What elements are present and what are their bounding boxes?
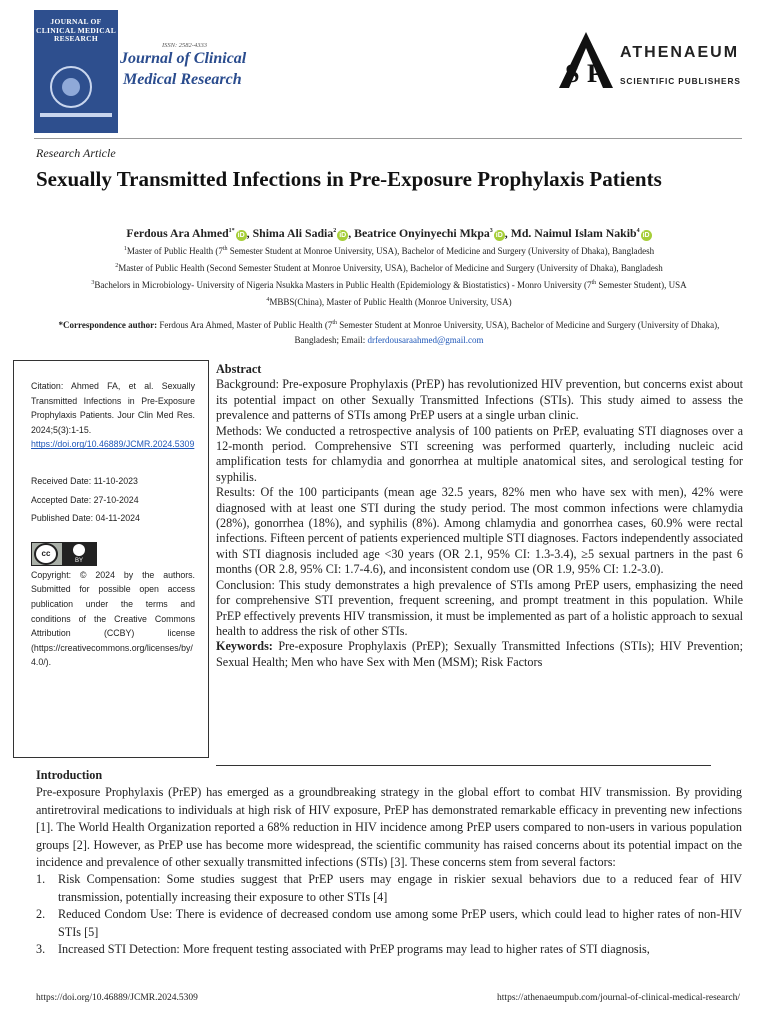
author-name: Shima Ali Sadia <box>252 226 334 240</box>
journal-cover-image <box>34 10 118 133</box>
citation-text: Citation: Ahmed FA, et al. Sexually Transmitted Infections in Pre-Exposure Prophylaxis Patients. Jour Clin Med Res. 2024;5(3):1-15. <box>31 381 195 435</box>
accepted-date: Accepted Date: 27-10-2024 <box>31 494 139 505</box>
author-name: Beatrice Onyinyechi Mkpa <box>354 226 490 240</box>
issn: ISSN: 2582-4333 <box>162 42 207 49</box>
correspondence-label: *Correspondence author: <box>58 320 158 330</box>
cc-icon: cc <box>34 543 58 565</box>
concern-list <box>36 871 742 958</box>
abstract-results: Results: Of the 100 participants (mean age 32.5 years, 82% men who have sex with men), 42% were diagnosed with at least one STI during the study period. The most common infections were chlamydia (28%), gonorrhea (18%), and syphilis (8%). Among chlamydia and gonorrhea cases, 60.9% were rectal infections. Fifteen percent of patients experienced multiple STI diagnoses. Factors independently associated with STI diagnosis included age <30 years (OR 2.1, 95% CI: 1.3-3.4), ≥5 sexual partners in the past 6 months (OR 2.8, 95% CI: 1.7-4.6), and inconsistent condom use (OR 1.9, 95% CI: 1.2-3.0). <box>216 485 743 577</box>
correspondence-text-2: Semester Student at Monroe University, USA), Bachelor of Medicine and Surgery (University of Dhaka), Bangladesh; Email: <box>294 320 720 345</box>
email-link[interactable]: drferdousaraahmed@gmail.com <box>367 335 484 345</box>
doi-link[interactable]: https://doi.org/10.46889/JCMR.2024.5309 <box>31 439 195 450</box>
publisher-subtitle: SCIENTIFIC PUBLISHERS <box>620 76 741 86</box>
abstract-section <box>216 362 743 670</box>
introduction-section <box>36 767 742 958</box>
list-item: 2. Reduced Condom Use: There is evidence of decreased condom use among some PrEP users, which could lead to higher rates of non-HIV STIs [5] <box>36 907 742 939</box>
journal-name <box>120 48 246 90</box>
keywords-label: Keywords: <box>216 639 273 654</box>
keywords-text: Pre-exposure Prophylaxis (PrEP); Sexually Transmitted Infections (STIs); HIV Prevention; Sexual Health; Men who have Sex with Men (MSM); Risk Factors <box>216 639 743 669</box>
introduction-paragraph: Pre-exposure Prophylaxis (PrEP) has emerged as a groundbreaking strategy in the global effort to combat HIV transmission. By providing antiretroviral medications to individuals at high risk of HIV exposure, PrEP has demonstrated remarkable efficacy in preventing new infections [1]. The World Health Organization reported a 68% reduction in HIV incidence among PrEP users compared to non-users in various population groups [2]. However, as PrEP use has become more widespread, the scientific community has raised concerns about its potential impact on the incidence and prevalence of other sexually transmitted infections (STIs) [3]. These concerns stem from several factors: <box>36 785 742 870</box>
orcid-icon[interactable]: iD <box>339 232 347 239</box>
abstract-divider <box>216 765 711 766</box>
header-divider <box>34 138 742 139</box>
affiliation-line: $^1$Master of Public Health (7th Semester Student at Monroe University, USA), Bachelor of Medicine and Surgery (University of Dhaka), Bangladesh <box>123 246 655 256</box>
orcid-icon[interactable]: iD <box>237 232 245 239</box>
athenaeum-logo-icon <box>555 30 617 90</box>
orcid-icon[interactable]: iD <box>495 232 503 239</box>
cover-title: JOURNAL OF CLINICAL MEDICAL RESEARCH <box>35 17 117 43</box>
author-name: Ferdous Ara Ahmed <box>126 226 229 240</box>
footer-doi-link[interactable]: https://doi.org/10.46889/JCMR.2024.5309 <box>36 993 198 1003</box>
svg-text:P: P <box>587 59 603 88</box>
introduction-heading: Introduction <box>36 768 103 782</box>
author-list: Ferdous Ara Ahmed$^{1*}$iD , Shima Ali Sadia$^2$iD , Beatrice Onyinyechi Mkpa$^3$iD , Md. Naimul Islam Nakib$^4$iD <box>126 226 650 240</box>
author-name: Md. Naimul Islam Nakib <box>510 226 637 240</box>
svg-text:S: S <box>565 59 580 88</box>
copyright-text: Copyright: © 2024 by the authors. Submitted for possible open access publication under the terms and conditions of the Creative Commons Attribution (CCBY) license (https://creativecommons.org/licenses/by/4.0/). <box>31 569 195 668</box>
abstract-background: Background: Pre-exposure Prophylaxis (PrEP) has revolutionized HIV prevention, but concerns exist about its potential impact on other Sexually Transmitted Infections (STIs). This study aimed to assess the prevalence and patterns of STIs among PrEP users at a single urban clinic. <box>216 377 743 423</box>
publisher-name: ATHENAEUM <box>620 44 740 61</box>
author-affil-sup: 1* <box>228 228 235 235</box>
affiliation-line: $^2$Master of Public Health (Second Semester Student at Monroe University, USA), Bachelor of Medicine and Surgery (University of Dhaka), Bangladesh <box>115 263 663 273</box>
affiliations <box>36 243 742 311</box>
abstract-conclusion: Conclusion: This study demonstrates a high prevalence of STIs among PrEP users, emphasizing the need for comprehensive STI prevention, frequent screening, and prompt treatment in this population. While PrEP effectively prevents HIV transmission, it must be implemented as part of a holistic approach to sexual health to address the risk of other STIs. <box>216 577 743 638</box>
received-date: Received Date: 11-10-2023 <box>31 475 138 486</box>
by-icon: BY <box>62 543 96 565</box>
list-item: 3. Increased STI Detection: More frequent testing associated with PrEP programs may lead to higher rates of STI diagnosis, <box>36 942 650 957</box>
article-type: Research Article <box>36 146 116 160</box>
list-item: 1. Risk Compensation: Some studies suggest that PrEP users may engage in riskier sexual behaviors due to a reduced fear of HIV transmission, potentially increasing their exposure to other STIs [4] <box>36 872 742 904</box>
article-title: Sexually Transmitted Infections in Pre-Exposure Prophylaxis Patients <box>36 167 662 191</box>
affiliation-line: $^3$Bachelors in Microbiology- University of Nigeria Nsukka Masters in Public Health (Epidemiology & Biostatistics) - Monro University (7th Semester Student), USA <box>91 280 687 290</box>
abstract-heading: Abstract <box>216 362 262 376</box>
cc-by-license-icon[interactable] <box>31 542 97 566</box>
correspondence: *Correspondence author: Ferdous Ara Ahmed, Master of Public Health (7th Semester Student at Monroe University, USA), Bachelor of Medicine and Surgery (University of Dhaka), Bangladesh; Email: drferdousaraahmed@gmail.com <box>58 320 720 345</box>
footer-journal-url[interactable]: https://athenaeumpub.com/journal-of-clinical-medical-research/ <box>497 993 740 1003</box>
keywords <box>216 639 743 670</box>
author-affil-sup: 2 <box>333 228 337 235</box>
cover-graphic <box>40 58 112 128</box>
abstract-methods: Methods: We conducted a retrospective analysis of 100 patients on PrEP, evaluating STI diagnoses over a 12-month period. Comprehensive STI screening was performed quarterly, including nucleic acid amplification tests for chlamydia and gonorrhea at multiple anatomical sites, and serological testing for syphilis. <box>216 423 743 484</box>
affiliation-line: $^4$MBBS(China), Master of Public Health (Monroe University, USA) <box>266 297 512 307</box>
orcid-icon[interactable]: iD <box>642 232 650 239</box>
journal-name-line1: Journal of Clinical <box>120 50 247 67</box>
correspondence-text: Ferdous Ara Ahmed, Master of Public Health (7 <box>157 320 333 330</box>
author-affil-sup: 4 <box>636 228 640 235</box>
author-affil-sup: 3 <box>489 228 493 235</box>
published-date: Published Date: 04-11-2024 <box>31 513 140 524</box>
citation-sidebar <box>13 360 209 758</box>
journal-name-line2: Medical Research <box>123 71 242 88</box>
